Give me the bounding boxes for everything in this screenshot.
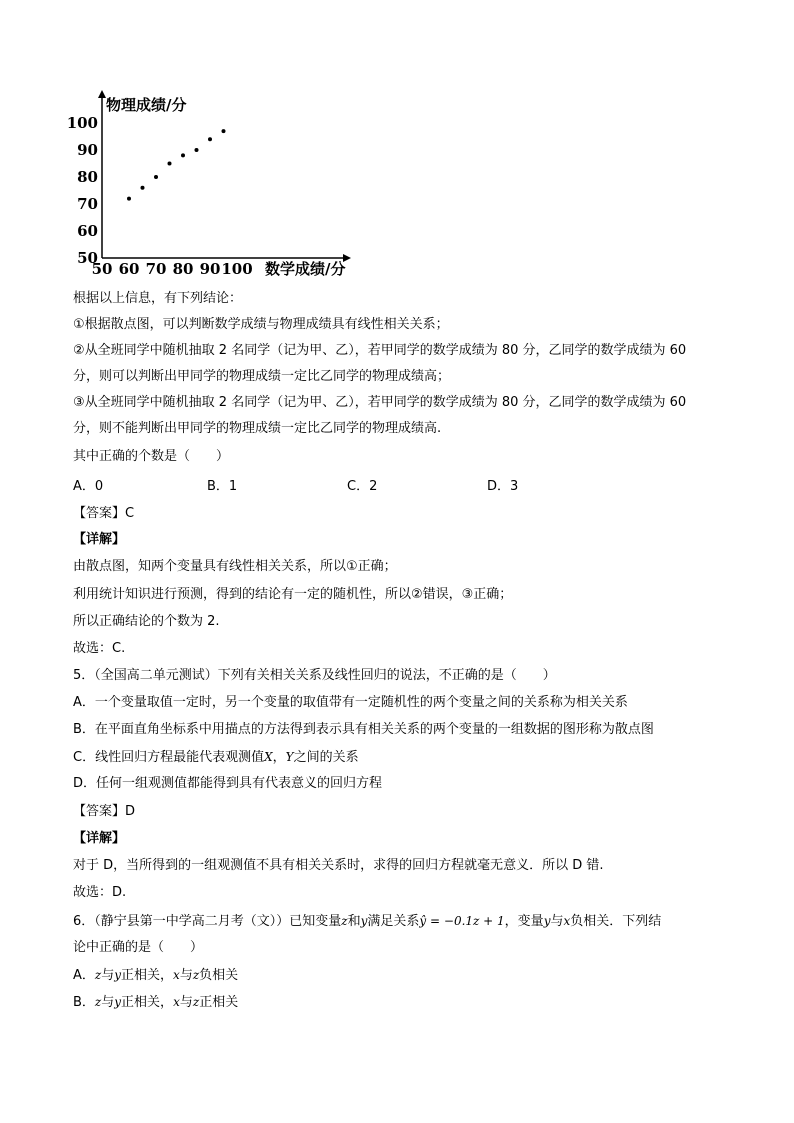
q6b-t2: 正相关， <box>121 995 174 1010</box>
conclusion-3-line2: 分，则不能判断出甲同学的物理成绩一定比乙同学的物理成绩高. <box>73 421 442 436</box>
var-z: z <box>341 914 348 928</box>
option-d: D．3 <box>487 479 519 494</box>
var-x: x <box>173 995 180 1009</box>
scatter-point <box>208 137 212 141</box>
y-tick-label: 50 <box>77 249 98 267</box>
q6-text-4: ，变量 <box>504 914 544 929</box>
q6b-t4: 正相关 <box>199 995 239 1010</box>
x-tick-label: 80 <box>172 260 194 278</box>
var-x: x <box>563 914 571 928</box>
q5c-sep: ， <box>272 750 286 765</box>
x-tick-label: 70 <box>145 260 167 278</box>
detail-heading-5: 【详解】 <box>73 831 126 846</box>
scatter-svg <box>60 88 380 288</box>
var-x: X <box>264 750 273 764</box>
q6b-t3: 与 <box>179 995 193 1010</box>
q6b-label: B． <box>73 995 95 1010</box>
q6a-t3: 与 <box>179 968 193 983</box>
conclusion-2-line2: 分，则可以判断出甲同学的物理成绩一定比乙同学的物理成绩高； <box>73 369 451 384</box>
x-tick-label: 60 <box>118 260 140 278</box>
scatter-point <box>127 197 131 201</box>
option-c: C．2 <box>347 479 378 494</box>
q5c-end: 之间的关系 <box>293 750 359 765</box>
q6a-label: A． <box>73 968 95 983</box>
scatter-point <box>141 186 145 190</box>
question-5-stem: 5．（全国高二单元测试）下列有关相关关系及线性回归的说法，不正确的是（ ） <box>73 668 556 683</box>
var-y: y <box>114 968 122 982</box>
question-6-option-a <box>73 966 238 985</box>
q6a-t2: 正相关， <box>121 968 174 983</box>
q6-text-1: 6．（静宁县第一中学高二月考（文））已知变量 <box>73 914 342 929</box>
answer-5: 【答案】D <box>73 804 136 819</box>
q6-text-3: 满足关系 <box>367 914 420 929</box>
q6-text-5: 与 <box>550 914 564 929</box>
q6a-t4: 负相关 <box>199 968 239 983</box>
y-tick-label: 80 <box>77 168 98 186</box>
y-tick-label: 90 <box>77 141 98 159</box>
var-z: z <box>94 995 102 1009</box>
detail-4-line3: 所以正确结论的个数为 2. <box>73 614 220 629</box>
x-axis-label: 数学成绩/分 <box>265 260 346 278</box>
var-z: z <box>94 968 102 982</box>
question-5-option-b: B．在平面直角坐标系中用描点的方法得到表示具有相关关系的两个变量的一组数据的图形称为散点图 <box>73 722 654 737</box>
question-6-option-b <box>73 993 238 1012</box>
question-5-option-c <box>73 748 359 767</box>
conclusion-1: ①根据散点图，可以判断数学成绩与物理成绩具有线性相关关系； <box>73 317 449 332</box>
scatter-point <box>168 162 172 166</box>
q6b-t1: 与 <box>101 995 115 1010</box>
regression-equation: ŷ = −0.1z + 1 <box>419 914 505 928</box>
detail-4-line2: 利用统计知识进行预测，得到的结论有一定的随机性，所以②错误，③正确； <box>73 587 513 602</box>
scatter-chart <box>60 88 380 288</box>
detail-4-line1: 由散点图，知两个变量具有线性相关关系，所以①正确； <box>73 559 397 574</box>
question-5-option-a: A．一个变量取值一定时，另一个变量的取值带有一定随机性的两个变量之间的关系称为相关关系 <box>73 695 628 710</box>
var-y: y <box>114 995 122 1009</box>
var-y-2: y <box>543 914 551 928</box>
var-y: y <box>360 914 368 928</box>
q6-text-6: 负相关．下列结 <box>570 914 662 929</box>
scatter-point <box>195 148 199 152</box>
question-6-stem-line1 <box>73 912 661 931</box>
y-tick-label: 100 <box>66 114 98 132</box>
detail-heading-4: 【详解】 <box>73 532 126 547</box>
option-a: A．0 <box>73 479 104 494</box>
detail-5-line2: 故选：D. <box>73 885 127 900</box>
var-z-2: z <box>192 995 200 1009</box>
x-tick-label: 50 <box>91 260 113 278</box>
q5c-text: C．线性回归方程最能代表观测值 <box>73 750 265 765</box>
conclusion-intro: 根据以上信息，有下列结论： <box>73 291 243 306</box>
q6a-t1: 与 <box>101 968 115 983</box>
conclusion-3-line1: ③从全班同学中随机抽取 2 名同学（记为甲、乙），若甲同学的数学成绩为 80 分，乙同学的数学成绩为 60 <box>73 395 687 410</box>
detail-4-line4: 故选：C. <box>73 641 126 656</box>
option-b: B．1 <box>207 479 238 494</box>
detail-5-line1: 对于 D，当所得到的一组观测值不具有相关关系时，求得的回归方程就毫无意义．所以 D 错. <box>73 858 604 873</box>
q6-text-2: 和 <box>347 914 361 929</box>
scatter-point <box>154 175 158 179</box>
x-tick-label: 90 <box>199 260 221 278</box>
answer-4: 【答案】C <box>73 506 135 521</box>
conclusion-2-line1: ②从全班同学中随机抽取 2 名同学（记为甲、乙），若甲同学的数学成绩为 80 分，乙同学的数学成绩为 60 <box>73 343 687 358</box>
var-x: x <box>173 968 180 982</box>
y-tick-label: 60 <box>77 222 98 240</box>
var-y: Y <box>285 750 294 764</box>
scatter-point <box>181 153 185 157</box>
y-axis-label: 物理成绩/分 <box>106 96 187 114</box>
y-axis-arrow <box>98 90 106 98</box>
var-z-2: z <box>192 968 200 982</box>
question-4-stem: 其中正确的个数是（ ） <box>73 449 230 464</box>
y-tick-label: 70 <box>77 195 98 213</box>
question-6-stem-line2: 论中正确的是（ ） <box>73 940 204 955</box>
scatter-point <box>222 129 226 133</box>
question-5-option-d: D．任何一组观测值都能得到具有代表意义的回归方程 <box>73 776 383 791</box>
x-tick-label: 100 <box>221 260 253 278</box>
